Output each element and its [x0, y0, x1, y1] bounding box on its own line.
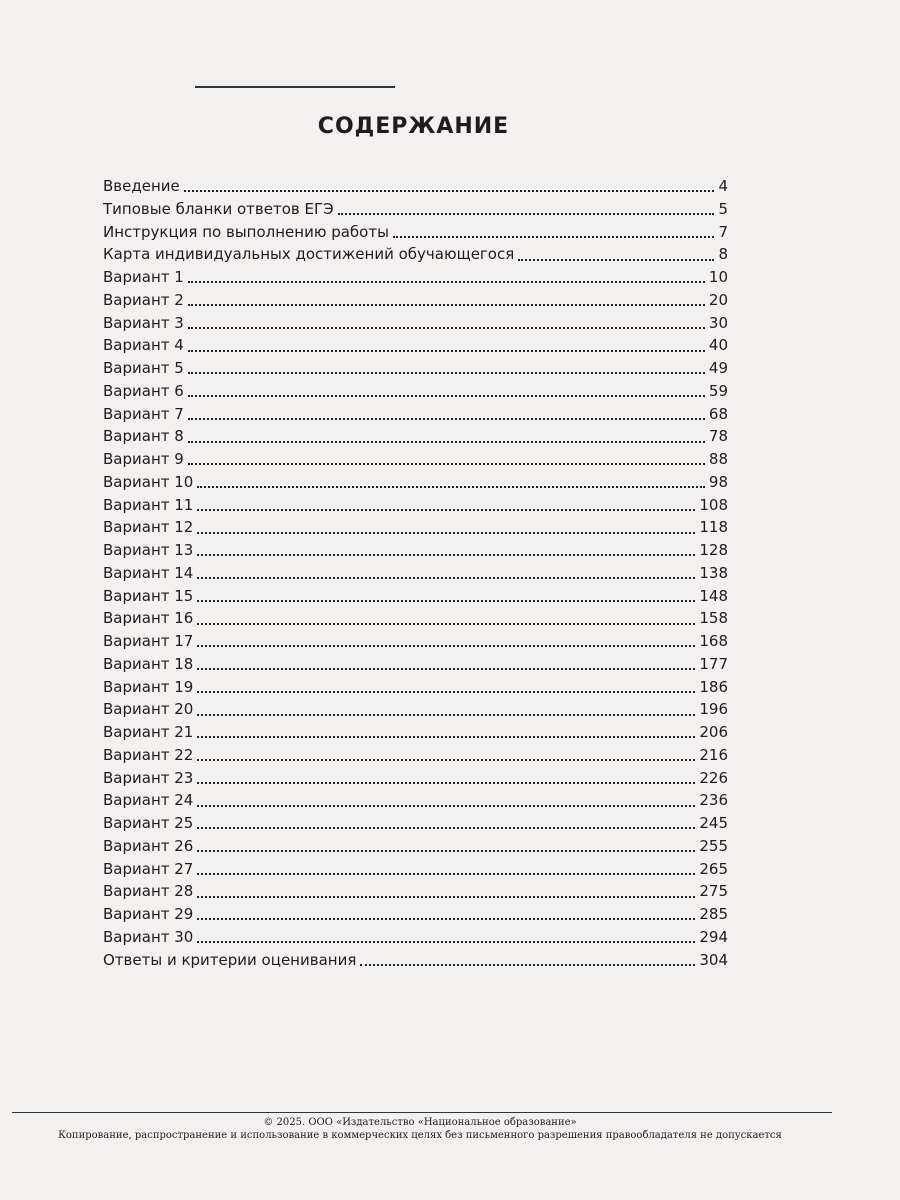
toc-entry-label: Вариант 11 — [103, 495, 194, 514]
toc-page-number: 275 — [699, 882, 728, 901]
toc-page-number: 59 — [708, 381, 728, 400]
toc-entry[interactable] — [103, 721, 728, 744]
toc-entry-label: Ответы и критерии оценивания — [103, 950, 357, 969]
toc-page-number: 148 — [699, 586, 728, 605]
toc-entry[interactable] — [103, 744, 728, 767]
toc-entry-label: Инструкция по выполнению работы — [103, 222, 389, 241]
toc-leader-dots — [188, 372, 705, 374]
toc-entry[interactable] — [103, 926, 728, 949]
toc-page-number: 206 — [699, 723, 728, 741]
toc-entry[interactable] — [103, 812, 728, 835]
toc-leader-dots — [188, 395, 705, 397]
toc-entry-label: Типовые бланки ответов ЕГЭ — [103, 199, 334, 218]
toc-entry-label: Вариант 10 — [103, 472, 194, 491]
toc-entry-label: Вариант 25 — [103, 814, 194, 832]
toc-entry-label: Вариант 18 — [103, 654, 194, 673]
toc-entry-label: Вариант 29 — [103, 905, 194, 923]
toc-page-number: 30 — [708, 313, 728, 332]
toc-entry[interactable] — [103, 880, 728, 903]
toc-page-number: 10 — [708, 268, 728, 286]
toc-leader-dots — [197, 782, 695, 784]
toc-entry[interactable] — [103, 198, 728, 221]
toc-entry[interactable] — [103, 858, 728, 881]
toc-page-number: 20 — [708, 290, 728, 309]
toc-page-number: 236 — [699, 791, 728, 810]
toc-entry[interactable] — [103, 403, 728, 426]
toc-page-number: 245 — [699, 814, 728, 832]
toc-page-number: 49 — [708, 359, 728, 377]
toc-page-number: 78 — [708, 427, 728, 446]
toc-leader-dots — [197, 850, 695, 852]
toc-page-number: 294 — [699, 927, 728, 946]
toc-entry-label: Вариант 16 — [103, 609, 194, 628]
toc-entry[interactable] — [103, 312, 728, 335]
toc-page-number: 226 — [699, 768, 728, 787]
toc-entry[interactable] — [103, 903, 728, 926]
toc-entry[interactable] — [103, 289, 728, 312]
toc-entry-label: Вариант 7 — [103, 404, 184, 423]
toc-entry[interactable] — [103, 676, 728, 699]
toc-entry[interactable] — [103, 175, 728, 198]
toc-entry-label: Карта индивидуальных достижений обучающегося — [103, 245, 515, 264]
toc-entry[interactable] — [103, 243, 728, 266]
toc-entry-label: Вариант 14 — [103, 563, 194, 582]
toc-entry[interactable] — [103, 448, 728, 471]
toc-leader-dots — [338, 213, 714, 215]
toc-entry-label: Вариант 21 — [103, 723, 194, 741]
toc-page-number: 255 — [699, 836, 728, 855]
toc-entry-label: Вариант 20 — [103, 700, 194, 719]
toc-leader-dots — [197, 827, 695, 829]
toc-entry[interactable] — [103, 767, 728, 790]
toc-leader-dots — [197, 805, 695, 807]
toc-page-number: 68 — [708, 404, 728, 423]
toc-entry[interactable] — [103, 698, 728, 721]
toc-page-number: 4 — [718, 177, 728, 195]
toc-entry-label: Вариант 28 — [103, 882, 194, 901]
toc-page-number: 98 — [708, 472, 728, 491]
toc-leader-dots — [197, 623, 695, 625]
decorative-rule — [195, 86, 395, 88]
toc-leader-dots — [197, 714, 695, 716]
toc-leader-dots — [188, 441, 705, 443]
toc-entry-label: Вариант 26 — [103, 836, 194, 855]
page-title: СОДЕРЖАНИЕ — [317, 114, 510, 139]
toc-leader-dots — [188, 418, 705, 420]
toc-page-number: 118 — [699, 518, 728, 537]
toc-page-number: 285 — [699, 905, 728, 923]
toc-entry-label: Вариант 2 — [103, 290, 184, 309]
toc-page-number: 265 — [699, 859, 728, 878]
toc-page-number: 216 — [699, 745, 728, 764]
toc-entry-label: Вариант 30 — [103, 927, 194, 946]
toc-entry[interactable] — [103, 357, 728, 380]
toc-leader-dots — [197, 941, 695, 943]
toc-page-number: 40 — [708, 336, 728, 355]
toc-page-number: 108 — [699, 495, 728, 514]
toc-entry[interactable] — [103, 835, 728, 858]
toc-leader-dots — [184, 190, 714, 192]
toc-leader-dots — [197, 554, 695, 556]
toc-page-number: 7 — [718, 222, 728, 241]
toc-leader-dots — [188, 304, 705, 306]
toc-entry[interactable] — [103, 471, 728, 494]
table-of-contents — [103, 175, 728, 971]
toc-entry-label: Вариант 3 — [103, 313, 184, 332]
copyright-line: © 2025. ООО «Издательство «Национальное образование» — [263, 1117, 577, 1128]
toc-entry-label: Вариант 8 — [103, 427, 184, 446]
toc-page-number: 168 — [699, 632, 728, 650]
toc-entry-label: Вариант 15 — [103, 586, 194, 605]
toc-entry-label: Вариант 23 — [103, 768, 194, 787]
toc-entry-label: Вариант 22 — [103, 745, 194, 764]
toc-entry[interactable] — [103, 789, 728, 812]
copyright-notice: Копирование, распространение и использование в коммерческих целях без письменного разрешения правообладателя не допускается — [58, 1130, 782, 1141]
toc-leader-dots — [197, 736, 695, 738]
toc-entry[interactable] — [103, 949, 728, 972]
toc-page-number: 138 — [699, 563, 728, 582]
toc-entry[interactable] — [103, 334, 728, 357]
toc-entry[interactable] — [103, 539, 728, 562]
toc-leader-dots — [197, 486, 705, 488]
footer-divider — [12, 1112, 832, 1113]
toc-entry-label: Вариант 9 — [103, 450, 184, 468]
toc-leader-dots — [197, 691, 695, 693]
toc-leader-dots — [197, 532, 695, 534]
toc-entry-label: Вариант 13 — [103, 541, 194, 559]
toc-entry[interactable] — [103, 266, 728, 289]
toc-leader-dots — [197, 509, 695, 511]
toc-entry-label: Вариант 27 — [103, 859, 194, 878]
toc-entry-label: Вариант 5 — [103, 359, 184, 377]
toc-page-number: 5 — [718, 199, 728, 218]
toc-leader-dots — [197, 896, 695, 898]
toc-page-number: 196 — [699, 700, 728, 719]
toc-leader-dots — [188, 281, 705, 283]
toc-leader-dots — [197, 600, 695, 602]
toc-entry[interactable] — [103, 585, 728, 608]
toc-leader-dots — [197, 918, 695, 920]
toc-leader-dots — [197, 873, 695, 875]
toc-page-number: 8 — [718, 245, 728, 264]
toc-leader-dots — [197, 759, 695, 761]
toc-entry-label: Вариант 4 — [103, 336, 184, 355]
toc-entry-label: Вариант 19 — [103, 677, 194, 696]
toc-entry[interactable] — [103, 494, 728, 517]
toc-leader-dots — [188, 463, 705, 465]
toc-page-number: 128 — [699, 541, 728, 559]
toc-page-number: 177 — [699, 654, 728, 673]
toc-leader-dots — [393, 236, 714, 238]
toc-page-number: 186 — [699, 677, 728, 696]
toc-entry[interactable] — [103, 516, 728, 539]
toc-entry[interactable] — [103, 380, 728, 403]
toc-entry[interactable] — [103, 630, 728, 653]
toc-leader-dots — [360, 964, 695, 966]
toc-entry[interactable] — [103, 221, 728, 244]
toc-entry-label: Вариант 12 — [103, 518, 194, 537]
toc-leader-dots — [197, 668, 695, 670]
toc-page-number: 304 — [699, 950, 728, 969]
toc-leader-dots — [518, 259, 714, 261]
toc-leader-dots — [197, 645, 695, 647]
toc-entry-label: Вариант 17 — [103, 632, 194, 650]
toc-entry[interactable] — [103, 562, 728, 585]
toc-entry-label: Вариант 1 — [103, 268, 184, 286]
toc-entry-label: Введение — [103, 177, 180, 195]
toc-entry[interactable] — [103, 425, 728, 448]
toc-page-number: 158 — [699, 609, 728, 628]
toc-page-number: 88 — [708, 450, 728, 468]
toc-leader-dots — [188, 327, 705, 329]
toc-entry-label: Вариант 24 — [103, 791, 194, 810]
toc-leader-dots — [197, 577, 695, 579]
toc-leader-dots — [188, 350, 705, 352]
toc-entry[interactable] — [103, 653, 728, 676]
toc-entry[interactable] — [103, 607, 728, 630]
toc-entry-label: Вариант 6 — [103, 381, 184, 400]
